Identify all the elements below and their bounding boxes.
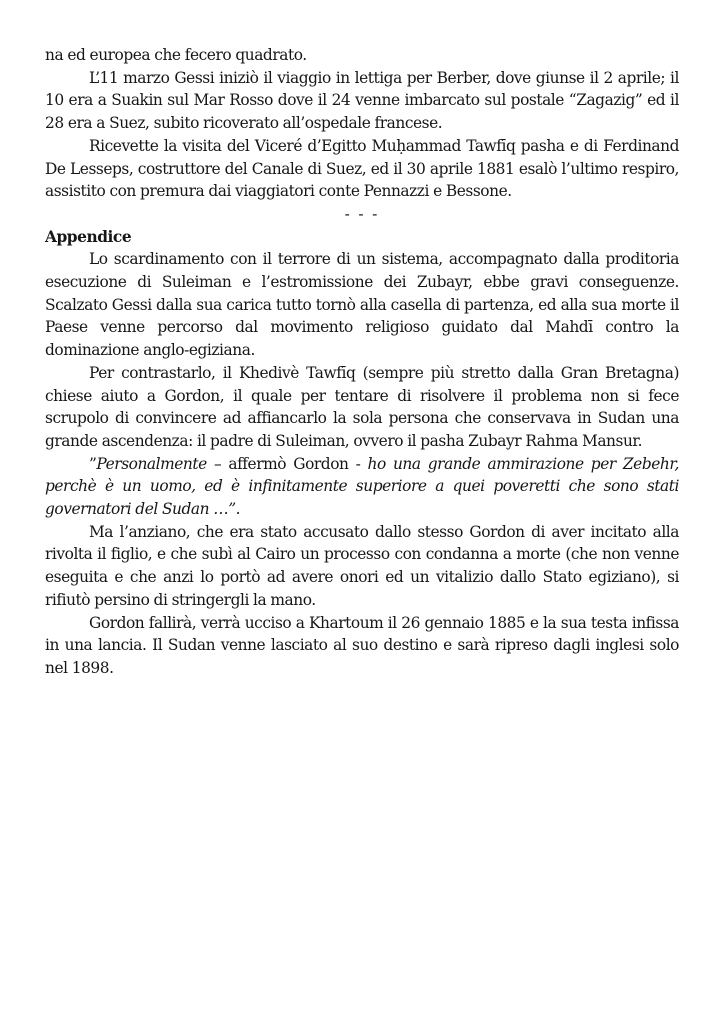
quote-part-2: ho una grande ammirazione per Zebehr, perchè è un uomo, ed è infinitamente superiore a quei poveretti che sono stati governatori del Sudan …”. [45,454,679,519]
quote-part-1: Personalmente [96,454,207,473]
quote-paragraph [45,453,679,521]
paragraph-refusal: Ma l’anziano, che era stato accusato dallo stesso Gordon di aver incitato alla rivolta il figlio, e che subì al Cairo un processo con condanna a morte (che non venne eseguita e che anzi lo portò ad avere onori ed un vitalizio dallo Stato egiziano), si rifiutò persino di stringergli la mano. [45,522,679,609]
paragraph-consequences: Lo scardinamento con il terrore di un sistema, accompagnato dalla proditoria esecuzione di Suleiman e l’estromissione dei Zubayr, ebbe gravi conseguenze. Scalzato Gessi dalla sua carica tutto tornò alla casella di partenza, ed alla sua morte il Paese venne percorso dal movimento religioso guidato dal Mahdī contro la dominazione anglo-egiziana. [45,250,679,360]
paragraph-gordon: Per contrastarlo, il Khedivè Tawfīq (sempre più stretto dalla Gran Bretagna) chiese aiuto a Gordon, il quale per tentare di risolvere il problema non si fece scrupolo di convincere ad affiancarlo la sola persona che conservava in Sudan una grande ascendenza: il padre di Suleiman, ovvero il pasha Zubayr Rahma Mansur. [45,363,679,450]
document-page [45,44,679,680]
paragraph-death: Ricevette la visita del Viceré d’Egitto Muḥammad Tawfīq pasha e di Ferdinand De Lesseps, costruttore del Canale di Suez, ed il 30 aprile 1881 esalò l’ultimo respiro, assistito con premura dai viaggiatori conte Pennazzi e Bessone. [45,136,679,201]
paragraph-conclusion: Gordon fallirà, verrà ucciso a Khartoum il 26 gennaio 1885 e la sua testa infissa in una lancia. Il Sudan venne lasciato al suo destino e sarà ripreso dagli inglesi solo nel 1898. [45,613,679,677]
quote-open-mark: ” [89,454,97,473]
section-separator: - - - [344,204,380,223]
paragraph-continuation: na ed europea che fecero quadrato. [45,46,307,64]
paragraph-journey: L’11 marzo Gessi iniziò il viaggio in lettiga per Berber, dove giunse il 2 aprile; il 10 era a Suakin sul Mar Rosso dove il 24 venne imbarcato sul postale “Zagazig” ed il 28 era a Suez, subito ricoverato all’ospedale francese. [45,68,679,133]
quote-attribution: – affermò Gordon - [206,454,368,473]
section-heading: Appendice [45,227,132,246]
